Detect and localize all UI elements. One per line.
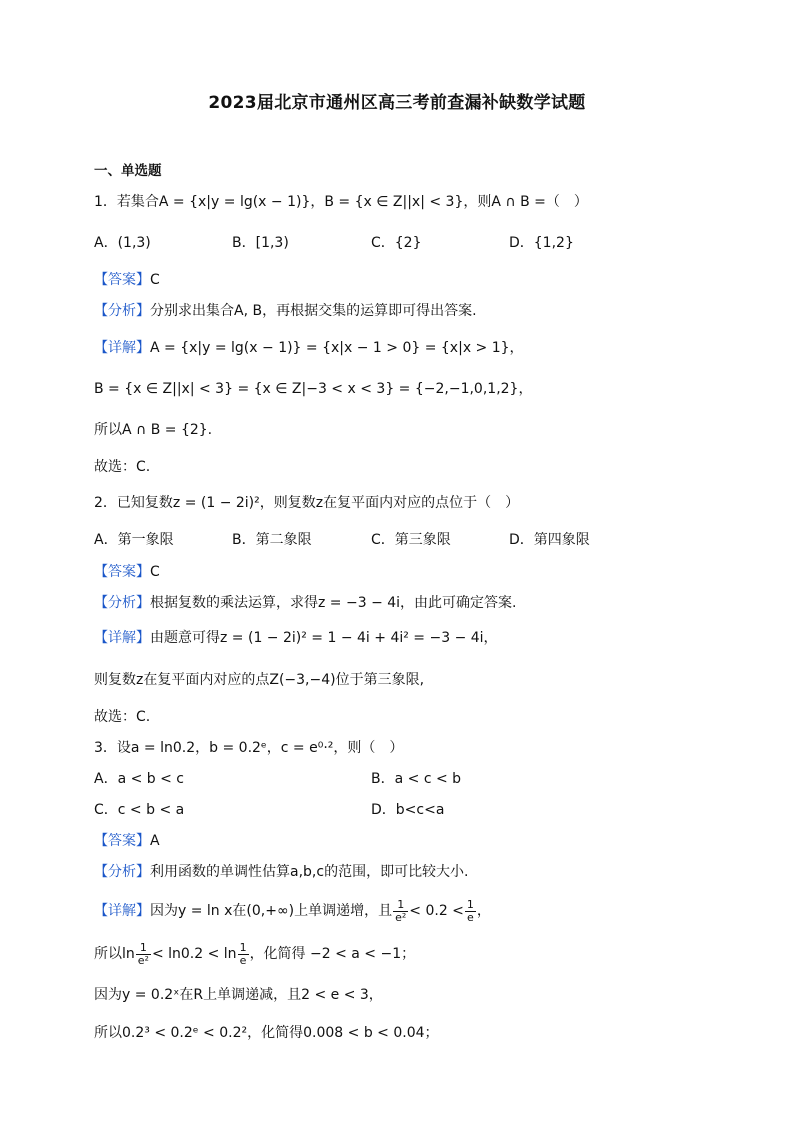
answer-tag: 【答案】 [94,564,150,580]
q1-detail-line-1 [94,338,524,358]
analysis-tag: 【分析】 [94,864,150,880]
q1-choose: 故选：C. [94,459,151,475]
q3-detail-1-mid: < 0.2 < [409,903,464,919]
q1-detail-3: 所以A ∩ B = {2}. [94,422,213,438]
q1-option-d: D．{1,2} [509,235,574,251]
fraction-1-over-e: $\frac{1}{e}$ [466,897,474,924]
q3-option-c: C．c < b < a [94,802,185,818]
analysis-tag: 【分析】 [94,595,150,611]
q2-stem: 2．已知复数z = (1 − 2i)²，则复数z在复平面内对应的点位于（ ） [94,495,520,511]
q3-detail-2a: 所以ln [94,946,135,962]
q1-answer: C [150,272,160,288]
analysis-tag: 【分析】 [94,303,150,319]
q2-option-c: C．第三象限 [371,532,451,548]
q2-option-d: D．第四象限 [509,532,590,548]
q3-analysis-line [94,862,469,882]
q3-detail-1-end: ， [476,903,491,919]
q3-detail-4: 所以0.2³ < 0.2ᵉ < 0.2²，化简得0.008 < b < 0.04； [94,1025,439,1041]
q2-option-a: A．第一象限 [94,532,174,548]
q2-choose: 故选：C. [94,709,151,725]
q1-option-c: C．{2} [371,235,422,251]
q3-detail-3: 因为y = 0.2ˣ在R上单调递减，且2 < e < 3， [94,987,383,1003]
q1-analysis-line [94,301,477,321]
q3-option-a: A．a < b < c [94,771,185,787]
q3-option-d: D．b<c<a [371,802,445,818]
q1-stem: 1．若集合A = {x|y = lg(x − 1)}，B = {x ∈ Z||x| < 3}，则A ∩ B =（ ） [94,194,588,210]
q2-detail-line-1 [94,628,498,648]
detail-tag: 【详解】 [94,630,150,646]
q2-answer-line [94,562,160,582]
q1-option-b: B．[1,3) [232,235,289,251]
q2-option-b: B．第二象限 [232,532,312,548]
answer-tag: 【答案】 [94,833,150,849]
q3-detail-2-end: ，化简得 −2 < a < −1； [249,946,416,962]
q3-detail-line-2 [94,940,415,968]
q1-detail-2: B = {x ∈ Z||x| < 3} = {x ∈ Z|−3 < x < 3} = {−2,−1,0,1,2}， [94,381,533,397]
q3-detail-1a: 因为y = ln x在(0,+∞)上单调递增，且 [150,903,393,919]
detail-tag: 【详解】 [94,340,150,356]
page-title: 2023届北京市通州区高三考前查漏补缺数学试题 [208,93,586,113]
q1-answer-line [94,270,160,290]
q3-answer-line [94,831,160,851]
q2-detail-1: 由题意可得z = (1 − 2i)² = 1 − 4i + 4i² = −3 − 4i， [150,630,498,646]
q1-detail-1: A = {x|y = lg(x − 1)} = {x|x − 1 > 0} = {x|x > 1}， [150,340,524,356]
q3-detail-line-1 [94,897,491,925]
q3-stem: 3．设a = ln0.2，b = 0.2ᵉ，c = e⁰·²，则（ ） [94,740,404,756]
q3-answer: A [150,833,160,849]
answer-tag: 【答案】 [94,272,150,288]
q3-analysis: 利用函数的单调性估算a,b,c的范围，即可比较大小. [150,864,469,880]
q2-analysis: 根据复数的乘法运算，求得z = −3 − 4i，由此可确定答案. [150,595,517,611]
fraction-1-over-e-squared: $\frac{1}{\text{e²}}$ [395,897,407,924]
section-heading: 一、单选题 [94,163,162,179]
q2-analysis-line [94,593,517,613]
detail-tag: 【详解】 [94,903,150,919]
fraction-1-over-e: $\frac{1}{e}$ [239,940,247,967]
q1-analysis: 分别求出集合A, B，再根据交集的运算即可得出答案. [150,303,477,319]
q3-detail-2-mid: < ln0.2 < ln [151,946,237,962]
q2-answer: C [150,564,160,580]
q1-option-a: A．(1,3) [94,235,151,251]
q2-detail-2: 则复数z在复平面内对应的点Z(−3,−4)位于第三象限, [94,672,425,688]
q3-option-b: B．a < c < b [371,771,462,787]
fraction-1-over-e-squared: $\frac{1}{\text{e²}}$ [137,940,149,967]
